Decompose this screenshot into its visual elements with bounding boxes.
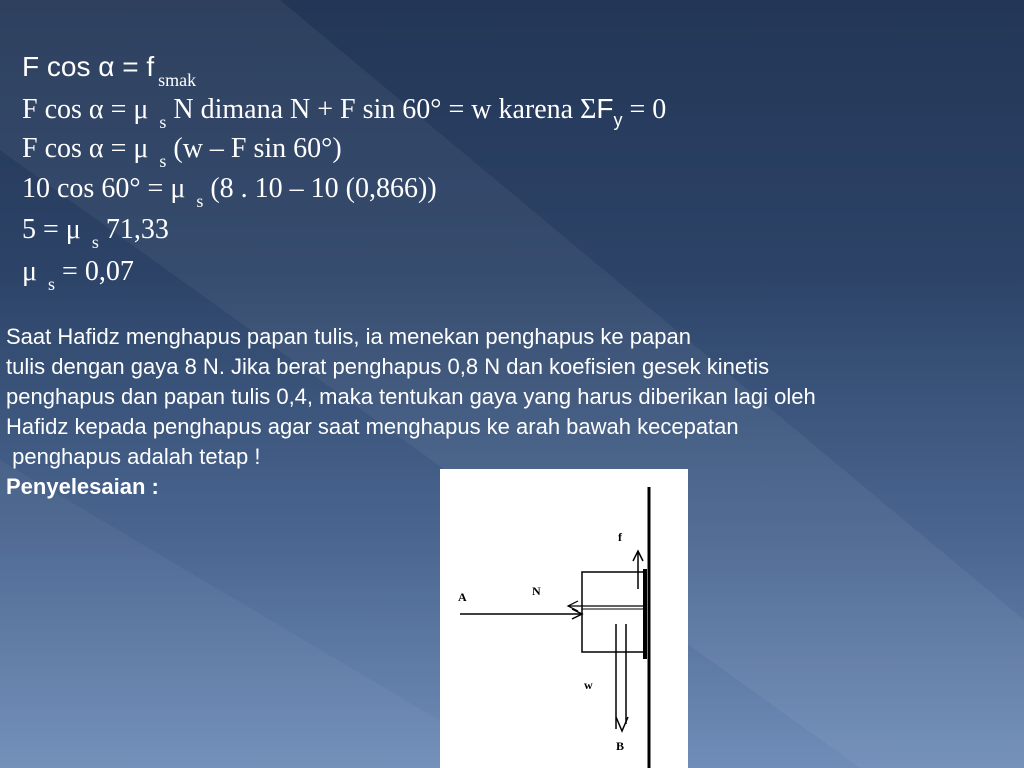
equation-6: μ $_s$ = 0,07	[22, 256, 134, 294]
problem-line: Saat Hafidz menghapus papan tulis, ia menekan penghapus ke papan	[6, 324, 691, 349]
equation-3: F cos α = μ $_s$ (w – F sin 60°)	[22, 133, 342, 171]
label-N: N	[532, 584, 541, 598]
force-diagram	[440, 469, 688, 768]
label-B: B	[616, 739, 625, 753]
equation-2: F cos α = μ $_s$ N dimana N + F sin 60° = w karena $\Sigma F_y = 0$	[22, 93, 667, 132]
problem-line: Hafidz kepada penghapus agar saat menghapus ke arah bawah kecepatan	[6, 414, 739, 439]
equation-4: 10 cos 60° = μ $_s$ (8 . 10 – 10 (0,866))	[22, 173, 437, 211]
eraser-block	[582, 572, 646, 652]
equation-5: 5 = μ $_s$ 71,33	[22, 214, 169, 252]
label-w: w	[584, 678, 593, 692]
equation-1: F cos α = f $_{smak}$	[22, 51, 197, 90]
problem-line: penghapus dan papan tulis 0,4, maka tentukan gaya yang harus diberikan lagi oleh	[6, 384, 816, 409]
force-diagram-svg	[440, 469, 688, 768]
label-A: A	[458, 590, 467, 604]
label-f: f	[618, 530, 622, 544]
problem-line: penghapus adalah tetap !	[6, 444, 261, 469]
answer-label: Penyelesaian :	[6, 474, 159, 499]
problem-line: tulis dengan gaya 8 N. Jika berat penghapus 0,8 N dan koefisien gesek kinetis	[6, 354, 770, 379]
